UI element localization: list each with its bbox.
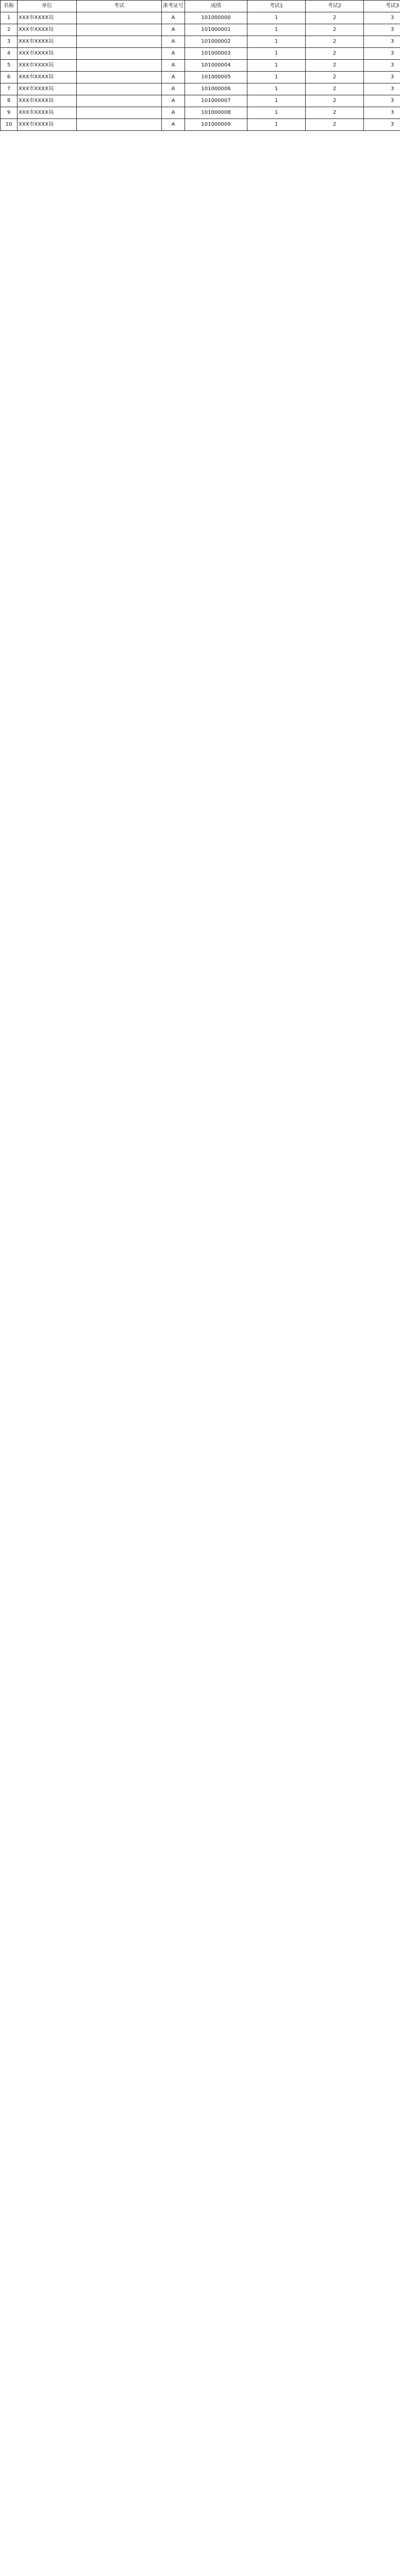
table-cell: A [162, 36, 185, 48]
table-row [1, 83, 400, 95]
table-cell: 1 [247, 72, 306, 83]
table-cell: 101000008 [185, 107, 247, 119]
table-row [1, 36, 400, 48]
table-cell: 2 [306, 36, 364, 48]
table-cell: 3 [364, 12, 400, 24]
table-cell: A [162, 119, 185, 131]
table-cell: 2 [306, 24, 364, 36]
table-cell: 8 [1, 95, 18, 107]
table-row [1, 48, 400, 60]
table-cell [77, 36, 162, 48]
table-row [1, 60, 400, 72]
table-cell [77, 60, 162, 72]
col-header-8: 考试3 [364, 1, 400, 12]
table-cell: 2 [306, 48, 364, 60]
table-cell: 101000004 [185, 60, 247, 72]
col-header-6: 考试1 [247, 1, 306, 12]
table-cell: XXX市XXXX局 [18, 48, 77, 60]
table-cell: 2 [306, 72, 364, 83]
table-cell [77, 83, 162, 95]
table-cell: 2 [306, 119, 364, 131]
table-cell: XXX市XXXX局 [18, 83, 77, 95]
table-cell: XXX市XXXX局 [18, 36, 77, 48]
table-cell [77, 95, 162, 107]
table-cell: A [162, 107, 185, 119]
table-cell: 9 [1, 107, 18, 119]
table-cell: 1 [247, 24, 306, 36]
table-cell [77, 119, 162, 131]
col-header-2: 单位 [18, 1, 77, 12]
table-cell: 2 [306, 60, 364, 72]
col-header-1: 名称 [1, 1, 18, 12]
table-cell: 1 [247, 95, 306, 107]
table-cell: 2 [306, 95, 364, 107]
table-cell: 3 [364, 72, 400, 83]
table-cell [77, 24, 162, 36]
table-cell: 4 [1, 48, 18, 60]
table-body [1, 12, 400, 131]
col-header-3: 考试 [77, 1, 162, 12]
table-cell: XXX市XXXX局 [18, 95, 77, 107]
table-cell: 3 [1, 36, 18, 48]
table-cell: 101000006 [185, 83, 247, 95]
table-cell: 101000005 [185, 72, 247, 83]
table-row [1, 24, 400, 36]
table-cell: 3 [364, 95, 400, 107]
table-cell: 3 [364, 119, 400, 131]
table-cell: A [162, 72, 185, 83]
table-cell: 1 [247, 36, 306, 48]
table-cell: XXX市XXXX局 [18, 119, 77, 131]
table-cell: XXX市XXXX局 [18, 24, 77, 36]
table-cell: 7 [1, 83, 18, 95]
table-cell: 10 [1, 119, 18, 131]
table-cell: 2 [1, 24, 18, 36]
col-header-4: 准考证号 [162, 1, 185, 12]
table-cell: A [162, 24, 185, 36]
table-cell: 1 [247, 83, 306, 95]
table-cell: 101000009 [185, 119, 247, 131]
table-cell: 1 [247, 48, 306, 60]
col-header-5: 成绩 [185, 1, 247, 12]
table-cell: 101000007 [185, 95, 247, 107]
table-cell: 3 [364, 60, 400, 72]
table-row [1, 95, 400, 107]
table-row [1, 107, 400, 119]
table-cell: A [162, 48, 185, 60]
table-cell: 1 [1, 12, 18, 24]
table-cell: 2 [306, 12, 364, 24]
table-cell: 101000002 [185, 36, 247, 48]
table-cell: 2 [306, 107, 364, 119]
table-cell: A [162, 83, 185, 95]
table-cell: 101000001 [185, 24, 247, 36]
table-cell [77, 72, 162, 83]
table-cell: XXX市XXXX局 [18, 107, 77, 119]
table-cell: 3 [364, 24, 400, 36]
table-cell [77, 107, 162, 119]
table-cell: 3 [364, 36, 400, 48]
table-cell: 2 [306, 83, 364, 95]
table-cell: 101000003 [185, 48, 247, 60]
table-cell: XXX市XXXX局 [18, 60, 77, 72]
table-cell: 1 [247, 107, 306, 119]
table-cell: XXX市XXXX局 [18, 72, 77, 83]
table-cell: A [162, 95, 185, 107]
table-cell: 3 [364, 107, 400, 119]
table-cell [77, 12, 162, 24]
table-cell: 1 [247, 12, 306, 24]
table-row [1, 12, 400, 24]
table-cell: A [162, 60, 185, 72]
table-cell: 3 [364, 48, 400, 60]
table-cell: 3 [364, 83, 400, 95]
table-header-row [1, 1, 400, 12]
table-row [1, 72, 400, 83]
table-cell: 5 [1, 60, 18, 72]
col-header-7: 考试2 [306, 1, 364, 12]
table-cell [77, 48, 162, 60]
table-cell: 1 [247, 60, 306, 72]
table-cell: 1 [247, 119, 306, 131]
table-cell: XXX市XXXX局 [18, 12, 77, 24]
table-cell: A [162, 12, 185, 24]
table-row [1, 119, 400, 131]
table-cell: 101000000 [185, 12, 247, 24]
score-table [0, 0, 400, 131]
table-cell: 6 [1, 72, 18, 83]
